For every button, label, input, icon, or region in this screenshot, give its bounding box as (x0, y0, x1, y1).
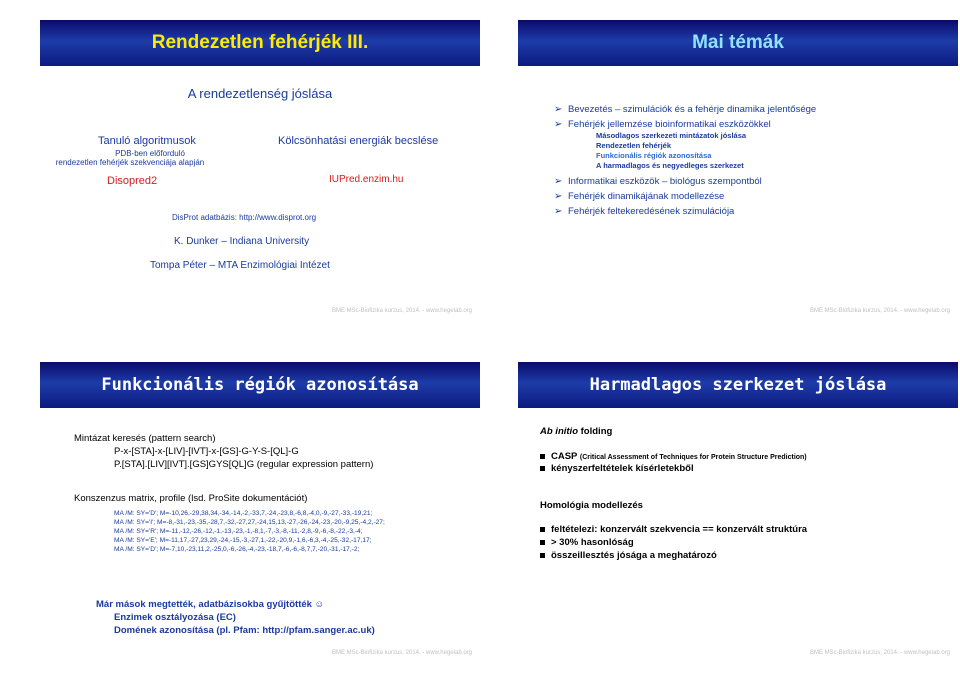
matrix-row: MA /M: SY='E'; M=-11,17,-27,23,29,-24,-15,-3,-27,1,-22,-20,9,-1,6,-6,3,-4,-25,-32,-17,17; (114, 537, 372, 544)
homology-item-2 (540, 537, 634, 548)
bullet-square-icon (540, 553, 545, 558)
topic-item (596, 131, 950, 140)
arrow-bullet-icon: ➢ (554, 119, 563, 130)
matrix-row: MA /M: SY='D'; M=-7,10,-23,11,2,-25,0,-6,-26,-4,-23,-18,7,-6,-6,-8,7,7,-20,-31,-17,-2; (114, 546, 360, 553)
topic-text: Informatikai eszközök – biológus szempontból (568, 176, 762, 187)
topic-text: Rendezetlen fehérjék (596, 141, 672, 150)
other-line-2: Enzimek osztályozása (EC) (114, 612, 236, 623)
title-bar (40, 362, 480, 408)
title-bar (518, 362, 958, 408)
other-line-3: Domének azonosítása (pl. Pfam: http://pfam.sanger.ac.uk) (114, 625, 375, 636)
casp-item (540, 451, 807, 462)
homology-text-3: összeillesztés jósága a meghatározó (551, 550, 717, 561)
abinitio-italic: Ab initio (540, 426, 578, 437)
constraints-item (540, 463, 694, 474)
slide-footer: BME MSc-Biofizika kurzus, 2014. - www.hegelab.org (331, 650, 472, 656)
arrow-bullet-icon: ➢ (554, 104, 563, 115)
slide-harmadlagos (518, 362, 958, 662)
slide-footer: BME MSc-Biofizika kurzus, 2014. - www.hegelab.org (809, 650, 950, 656)
slide-funkcionalis (40, 362, 480, 662)
casp-detail: (Critical Assessment of Techniques for Protein Structure Prediction) (579, 454, 807, 461)
homology-heading: Homológia modellezés (540, 500, 643, 511)
slide-mai-temak (518, 20, 958, 320)
title-bar (518, 20, 958, 66)
slide-title: Harmadlagos szerkezet jóslása (589, 375, 887, 395)
slide-footer: BME MSc-Biofizika kurzus, 2014. - www.hegelab.org (331, 308, 472, 314)
slide-rendezetlen (40, 20, 480, 320)
pattern-line-2: P.[STA].[LIV][IVT].[GS]GYS[QL]G (regular expression pattern) (114, 459, 374, 470)
topic-item (596, 141, 950, 150)
learning-sub2: rendezetlen fehérjék szekvenciája alapján (55, 158, 205, 167)
slide-title: Rendezetlen fehérjék III. (151, 32, 369, 53)
topic-item (554, 104, 950, 115)
slide-title: Funkcionális régiók azonosítása (101, 375, 419, 395)
topic-item (554, 191, 950, 202)
bullet-square-icon (540, 527, 545, 532)
casp-label: CASP (551, 451, 580, 462)
slide-footer: BME MSc-Biofizika kurzus, 2014. - www.hegelab.org (809, 308, 950, 314)
matrix-row: MA /M: SY='D'; M=-10,26,-29,38,34,-34,-14,-2,-33,7,-24,-23,8,-6,8,-4,0,-9,-27,-33,-19,21; (114, 510, 373, 517)
topic-text: Fehérjék dinamikájának modellezése (568, 191, 725, 202)
slide-title: Mai témák (692, 32, 784, 53)
iupred-link[interactable]: IUPred.enzim.hu (329, 174, 404, 185)
matrix-row: MA /M: SY='R'; M=-11,-12,-26,-12,-1,-13,-23,-1,-8,1,-7,-3,-8,-11,-2,8,-9,-6,-8,-22,-3,-4; (114, 528, 363, 535)
energy-heading: Kölcsönhatási energiák becslése (278, 135, 439, 147)
homology-item-1 (540, 524, 807, 535)
credit-dunker: K. Dunker – Indiana University (174, 236, 310, 247)
arrow-bullet-icon: ➢ (554, 191, 563, 202)
credit-tompa: Tompa Péter – MTA Enzimológiai Intézet (150, 260, 330, 271)
profile-matrix (114, 509, 385, 554)
topic-item (554, 119, 950, 130)
abinitio-rest: folding (578, 426, 613, 437)
abinitio-heading (540, 426, 612, 437)
disprot-link[interactable]: DisProt adatbázis: http://www.disprot.org (172, 213, 317, 222)
arrow-bullet-icon: ➢ (554, 176, 563, 187)
topic-text: Bevezetés – szimulációk és a fehérje dinamika jelentősége (568, 104, 817, 115)
other-line-1: Már mások megtették, adatbázisokba gyűjtötték ☺ (96, 599, 325, 610)
topic-item (554, 206, 950, 217)
topic-item (554, 176, 950, 187)
topic-text: Másodlagos szerkezeti mintázatok jóslása (596, 131, 747, 140)
bullet-square-icon (540, 454, 545, 459)
bullet-square-icon (540, 540, 545, 545)
topic-text: Funkcionális régiók azonosítása (596, 151, 712, 160)
bullet-square-icon (540, 466, 545, 471)
homology-text-1: feltételezi: konzervált szekvencia == konzervált struktúra (551, 524, 808, 535)
homology-item-3 (540, 550, 717, 561)
learning-sub1: PDB-ben előforduló (115, 149, 185, 158)
profile-heading: Konszenzus matrix, profile (lsd. ProSite dokumentációt) (74, 493, 308, 504)
arrow-bullet-icon: ➢ (554, 206, 563, 217)
disopred-link[interactable]: Disopred2 (107, 175, 158, 187)
topic-list (554, 104, 950, 217)
learning-heading: Tanuló algoritmusok (98, 135, 196, 147)
pattern-heading: Mintázat keresés (pattern search) (74, 433, 216, 444)
title-bar (40, 20, 480, 66)
topic-item (596, 161, 950, 170)
pattern-line-1: P-x-[STA]-x-[LIV]-[IVT]-x-[GS]-G-Y-S-[QL]-G (114, 446, 299, 457)
topic-text: Fehérjék jellemzése bioinformatikai eszközökkel (568, 119, 771, 130)
matrix-row: MA /M: SY='I'; M=-8,-31,-23,-35,-28,7,-32,-27,27,-24,15,13,-27,-26,-24,-23,-20,-9,25,-4,2,-27; (114, 519, 385, 526)
constraints-label: kényszerfeltételek kísérletekből (551, 463, 694, 474)
topic-text: Fehérjék feltekeredésének szimulációja (568, 206, 735, 217)
slide-subtitle: A rendezetlenség jóslása (187, 86, 333, 101)
topic-text: A harmadlagos és negyedleges szerkezet (596, 161, 744, 170)
topic-item (596, 151, 950, 160)
homology-text-2: > 30% hasonlóság (551, 537, 634, 548)
